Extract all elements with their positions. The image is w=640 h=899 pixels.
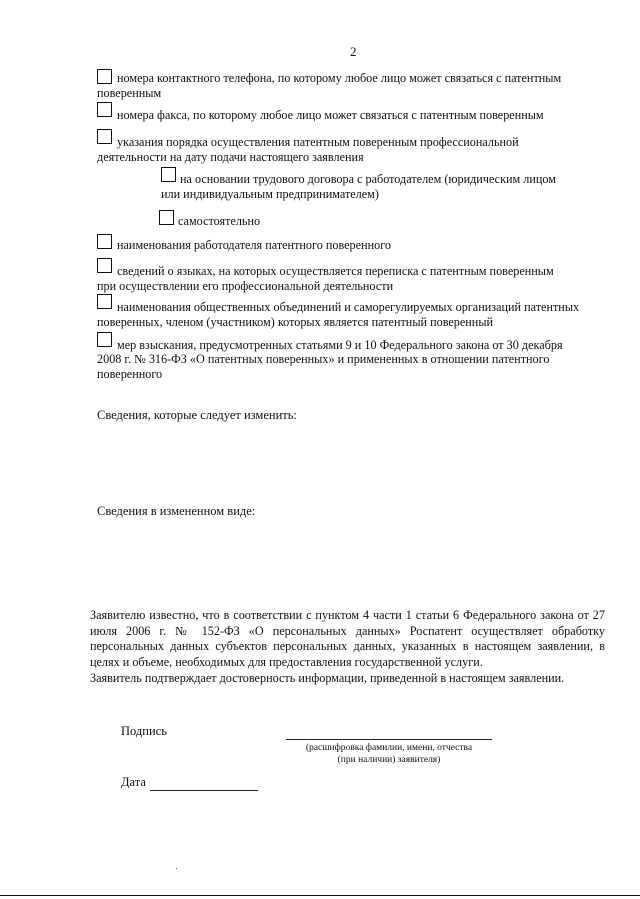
item-text-line: номера контактного телефона, по которому любое лицо может связаться с патентным	[117, 71, 562, 85]
item-independently: самостоятельно	[178, 214, 261, 228]
notice-paragraph: Заявителю известно, что в соответствии с пунктом 4 части 1 статьи 6 Федерального закона от 27 июля 2006 г. № 152-ФЗ «О персональных данных» Роспатент осуществляет обработку персональных данных субъектов персональных данных, указанных в настоящем заявлении, в целях и объеме, необходимых для предоставления государственной услуги.	[90, 608, 605, 670]
checkbox-associations[interactable]	[97, 294, 112, 309]
page-number: 2	[350, 44, 357, 59]
signature-caption: (расшифровка фамилии, имени, отчества	[305, 743, 473, 753]
item-text-line: поверенных, членом (участником) которых является патентный поверенный	[97, 315, 494, 329]
item-text-line: поверенным	[97, 86, 162, 100]
item-text-line: на основании трудового договора с работодателем (юридическим лицом	[180, 172, 556, 186]
date-line[interactable]	[150, 790, 258, 791]
item-employment-contract	[180, 172, 556, 188]
item-languages	[117, 264, 554, 280]
item-associations	[117, 300, 579, 316]
checkbox-penalties[interactable]	[97, 332, 112, 347]
item-penalties: мер взыскания, предусмотренных статьями 9 и 10 Федерального закона от 30 декабря	[117, 338, 563, 352]
item-text-line: или индивидуальным предпринимателем)	[161, 187, 379, 201]
item-text-line: номера факса, по которому любое лицо может связаться с патентным поверенным	[117, 108, 544, 122]
date-label: Дата	[121, 775, 146, 789]
signature-line[interactable]	[286, 739, 492, 740]
item-text-line: при осуществлении его профессиональной деятельности	[97, 279, 394, 293]
checkbox-independently[interactable]	[159, 210, 174, 225]
item-employer-name: наименования работодателя патентного поверенного	[117, 238, 391, 252]
page-bottom-rule	[0, 895, 640, 896]
to-change-label: Сведения, которые следует изменить:	[97, 408, 297, 422]
scan-speck	[176, 868, 177, 869]
personal-data-notice	[90, 608, 605, 687]
checkbox-fax[interactable]	[97, 102, 112, 117]
checkbox-languages[interactable]	[97, 258, 112, 273]
item-text-line: сведений о языках, на которых осуществляется переписка с патентным поверенным	[117, 264, 554, 278]
item-fax	[117, 108, 544, 124]
signature-label: Подпись	[121, 724, 167, 738]
checkbox-employer-name[interactable]	[97, 234, 112, 249]
changed-label: Сведения в измененном виде:	[97, 504, 256, 518]
signature-caption: (при наличии) заявителя)	[337, 755, 441, 765]
notice-paragraph: Заявитель подтверждает достоверность информации, приведенной в настоящем заявлении.	[90, 670, 565, 685]
item-text-line: указания порядка осуществления патентным поверенным профессиональной	[117, 135, 519, 149]
item-text-line: поверенного	[97, 367, 163, 381]
item-contact-phone	[117, 71, 607, 87]
checkbox-employment-contract[interactable]	[161, 167, 176, 182]
item-text-line: деятельности на дату подачи настоящего заявления	[97, 150, 364, 164]
checkbox-contact-phone[interactable]	[97, 69, 112, 84]
item-text-line: 2008 г. № 316-ФЗ «О патентных поверенных» и примененных в отношении патентного	[97, 352, 550, 366]
item-practice-procedure	[117, 135, 519, 151]
item-text-line: наименования общественных объединений и саморегулируемых организаций патентных	[117, 300, 580, 314]
checkbox-practice-procedure[interactable]	[97, 129, 112, 144]
